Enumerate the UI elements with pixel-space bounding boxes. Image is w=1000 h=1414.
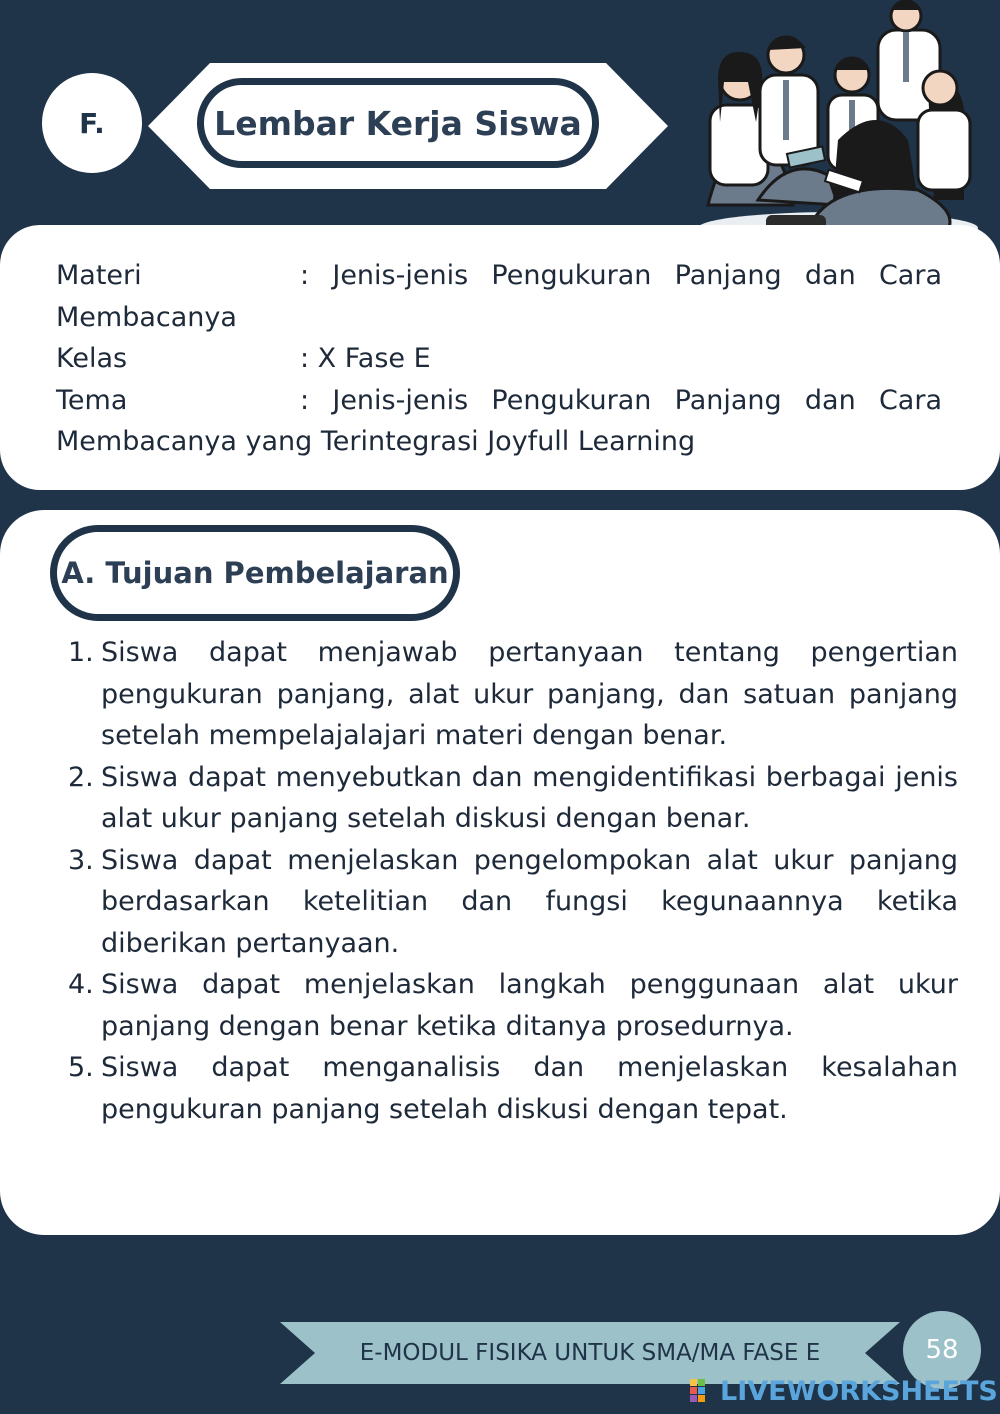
section-a-heading-text: A. Tujuan Pembelajaran <box>61 556 449 590</box>
page-title-text: Lembar Kerja Siswa <box>214 103 582 143</box>
kelas-label: Kelas <box>56 343 128 374</box>
materi-row <box>56 255 942 297</box>
list-item-number: 2. <box>68 761 94 793</box>
list-item-text: Siswa dapat menjelaskan langkah penggunaan alat ukur panjang dengan benar ketika ditanya prosedurnya. <box>101 969 958 1042</box>
list-item <box>68 757 958 840</box>
lesson-info <box>56 255 942 463</box>
list-item-text: Siswa dapat menganalisis dan menjelaskan kesalahan pengukuran panjang setelah diskusi dengan tepat. <box>101 1052 958 1125</box>
section-letter: F. <box>79 106 105 140</box>
list-item-text: Siswa dapat menjelaskan pengelompokan alat ukur panjang berdasarkan ketelitian dan fungsi kegunaannya ketika diberikan pertanyaan. <box>101 844 958 959</box>
materi-value-continued: Membacanya <box>56 301 237 333</box>
list-item <box>68 840 958 965</box>
tema-label: Tema <box>56 384 128 416</box>
materi-value: : Jenis-jenis Pengukuran Panjang dan Cara <box>300 260 942 291</box>
tema-row <box>56 380 942 422</box>
tema-value: : Jenis-jenis Pengukuran Panjang dan Cara <box>300 384 942 416</box>
students-studying-illustration <box>688 0 980 246</box>
kelas-value: : X Fase E <box>300 343 431 374</box>
objectives-list <box>68 632 958 1130</box>
liveworksheets-watermark[interactable] <box>690 1376 998 1406</box>
module-label-text: E-MODUL FISIKA UNTUK SMA/MA FASE E <box>359 1340 821 1366</box>
list-item <box>68 632 958 757</box>
list-item-number: 1. <box>68 637 94 668</box>
list-item-text: Siswa dapat menjawab pertanyaan tentang pengertian pengukuran panjang, alat ukur panjang, dan satuan panjang setelah mempelajalajari materi dengan benar. <box>101 637 958 751</box>
list-item <box>68 964 958 1047</box>
page-title <box>197 78 599 168</box>
liveworksheets-logo-icon <box>690 1379 714 1403</box>
page-number: 58 <box>925 1335 959 1365</box>
section-letter-badge <box>42 73 142 173</box>
section-a-heading <box>50 525 460 621</box>
list-item-text: Siswa dapat menyebutkan dan mengidentifikasi berbagai jenis alat ukur panjang setelah diskusi dengan benar. <box>101 761 958 834</box>
tema-value-continued: Membacanya yang Terintegrasi Joyfull Learning <box>56 426 696 457</box>
list-item-number: 3. <box>68 844 94 876</box>
materi-label: Materi <box>56 260 142 291</box>
watermark-text: LIVEWORKSHEETS <box>720 1375 998 1407</box>
list-item <box>68 1047 958 1130</box>
kelas-row <box>56 338 942 380</box>
list-item-number: 4. <box>68 969 94 1000</box>
list-item-number: 5. <box>68 1052 94 1083</box>
